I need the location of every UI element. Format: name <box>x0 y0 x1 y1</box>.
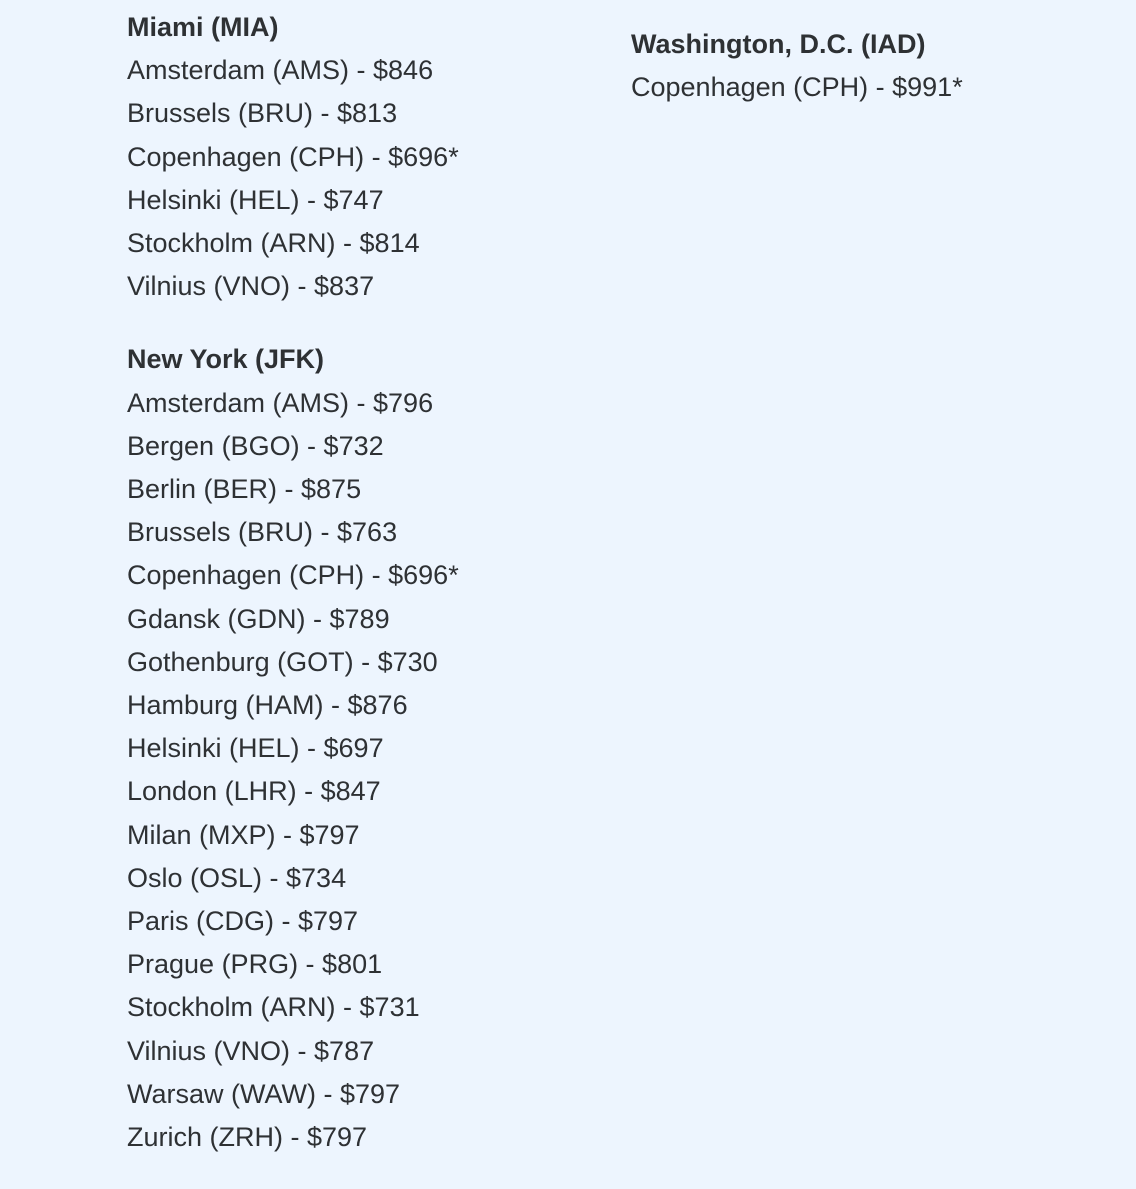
group-heading: Washington, D.C. (IAD) <box>631 29 926 59</box>
route-item: Warsaw (WAW) - $797 <box>127 1078 401 1109</box>
route-item: London (LHR) - $847 <box>127 776 381 807</box>
route-item: Amsterdam (AMS) - $846 <box>127 55 434 86</box>
route-item: Brussels (BRU) - $763 <box>127 517 398 548</box>
group-heading: Miami (MIA) <box>127 12 279 42</box>
route-item: Brussels (BRU) - $813 <box>127 98 398 129</box>
route-item: Paris (CDG) - $797 <box>127 906 359 937</box>
route-item: Berlin (BER) - $875 <box>127 474 362 505</box>
route-item: Vilnius (VNO) - $787 <box>127 1035 375 1066</box>
route-item: Stockholm (ARN) - $814 <box>127 228 420 259</box>
route-item: Bergen (BGO) - $732 <box>127 430 384 461</box>
route-item: Oslo (OSL) - $734 <box>127 862 347 893</box>
right-column <box>631 23 1091 139</box>
route-item: Copenhagen (CPH) - $991* <box>631 72 963 103</box>
route-item: Gdansk (GDN) - $789 <box>127 603 390 634</box>
route-item: Helsinki (HEL) - $747 <box>127 184 384 215</box>
route-item: Gothenburg (GOT) - $730 <box>127 646 438 677</box>
left-column <box>127 6 587 1189</box>
route-item: Copenhagen (CPH) - $696* <box>127 141 459 172</box>
route-item: Amsterdam (AMS) - $796 <box>127 387 434 418</box>
route-item: Copenhagen (CPH) - $696* <box>127 560 459 591</box>
route-item: Zurich (ZRH) - $797 <box>127 1122 368 1153</box>
departure-group-new-york <box>127 338 587 1159</box>
route-item: Stockholm (ARN) - $731 <box>127 992 420 1023</box>
route-item: Prague (PRG) - $801 <box>127 949 383 980</box>
departure-group-miami <box>127 6 587 308</box>
route-item: Helsinki (HEL) - $697 <box>127 733 384 764</box>
route-item: Milan (MXP) - $797 <box>127 819 360 850</box>
route-item: Vilnius (VNO) - $837 <box>127 271 375 302</box>
departure-group-washington <box>631 23 1091 109</box>
route-item: Hamburg (HAM) - $876 <box>127 690 408 721</box>
group-heading: New York (JFK) <box>127 344 325 375</box>
